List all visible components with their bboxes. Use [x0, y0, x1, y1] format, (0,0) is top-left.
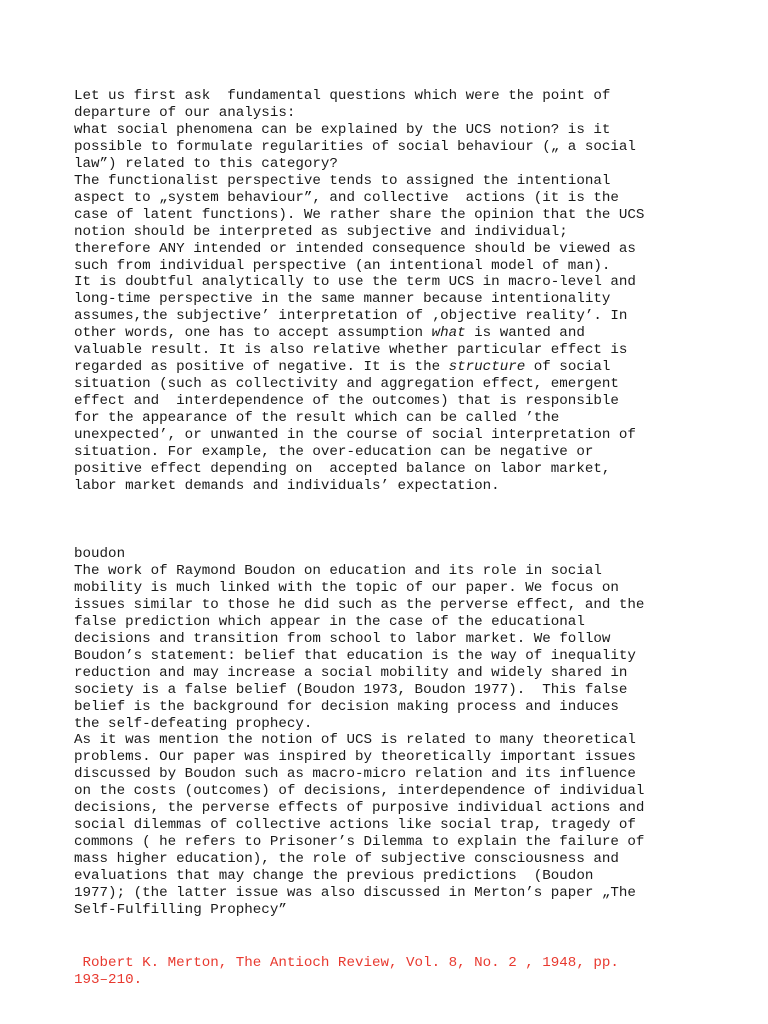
body-text: situation. For example, the over-education can be negative or — [74, 444, 594, 461]
question-line: possible to formulate regularities of social behaviour („ a social — [74, 138, 636, 155]
body-line — [74, 342, 734, 359]
paragraph-line: mass higher education), the role of subjective consciousness and — [74, 851, 619, 868]
body-text: such from individual perspective (an intentional model of man). — [74, 257, 611, 274]
paragraph-line: The work of Raymond Boudon on education and its role in social — [74, 562, 602, 579]
body-text: for the appearance of the result which can be called ’the — [74, 410, 560, 427]
paragraph-line: on the costs (outcomes) of decisions, interdependence of individual — [74, 783, 645, 800]
body-text: assumes,the subjective’ interpretation of ‚objective reality’. In — [74, 308, 628, 325]
body-line — [74, 376, 734, 393]
body-text: notion should be interpreted as subjective and individual; — [74, 223, 568, 240]
body-line — [74, 308, 734, 325]
question-line: what social phenomena can be explained by the UCS notion? is it — [74, 121, 611, 138]
section-boudon — [74, 546, 734, 919]
paragraph-line: As it was mention the notion of UCS is related to many theoretical — [74, 732, 636, 749]
body-text: aspect to „system behaviour”, and collective actions (it is the — [74, 189, 619, 206]
paragraph-line: discussed by Boudon such as macro-micro relation and its influence — [74, 766, 636, 783]
body-line — [74, 190, 734, 207]
paragraph-line: reduction and may increase a social mobility and widely shared in — [74, 664, 628, 681]
body-text: valuable result. It is also relative whether particular effect is — [74, 342, 628, 359]
footnote-line: 193–210. — [74, 971, 143, 988]
paragraph-line: decisions, the perverse effects of purposive individual actions and — [74, 800, 645, 817]
body-text: case of latent functions). We rather share the opinion that the UCS — [74, 206, 645, 223]
body-line — [74, 173, 734, 190]
paragraph-line: commons ( he refers to Prisoner’s Dilemma to explain the failure of — [74, 834, 645, 851]
question-line: law”) related to this category? — [74, 155, 338, 172]
body-text: long-time perspective in the same manner because intentionality — [74, 291, 611, 308]
body-text: of social — [525, 359, 611, 376]
body-line — [74, 359, 734, 376]
footnote-line: Robert K. Merton, The Antioch Review, Vol. 8, No. 2 , 1948, pp. — [74, 955, 619, 971]
body-text: effect and interdependence of the outcomes) that is responsible — [74, 393, 619, 410]
body-text: unexpected’, or unwanted in the course of social interpretation of — [74, 427, 636, 444]
body-text: is wanted and — [465, 325, 585, 342]
paragraph-line: mobility is much linked with the topic of our paper. We focus on — [74, 579, 619, 596]
body-line — [74, 207, 734, 224]
body-line — [74, 444, 734, 461]
body-text: therefore ANY intended or intended consequence should be viewed as — [74, 240, 636, 257]
body-line — [74, 241, 734, 258]
intro-line: Let us first ask fundamental questions which were the point of — [74, 88, 611, 104]
paragraph-line: the self-defeating prophecy. — [74, 715, 313, 732]
body-line — [74, 258, 734, 275]
paragraph-line: Boudon’s statement: belief that education is the way of inequality — [74, 647, 636, 664]
body-text: It is doubtful analytically to use the term UCS in macro-level and — [74, 274, 636, 291]
body-text: positive effect depending on accepted balance on labor market, — [74, 460, 611, 477]
body-line — [74, 274, 734, 291]
paragraph-line: decisions and transition from school to labor market. We follow — [74, 630, 611, 647]
body-text: other words, one has to accept assumption — [74, 325, 432, 342]
section-ucs-analysis — [74, 88, 734, 495]
paragraph-line: belief is the background for decision making process and induces — [74, 698, 619, 715]
intro-line: departure of our analysis: — [74, 104, 296, 121]
body-line — [74, 393, 734, 410]
body-line — [74, 410, 734, 427]
paragraph-line: issues similar to those he did such as the perverse effect, and the — [74, 596, 645, 613]
body-line — [74, 224, 734, 241]
body-line — [74, 478, 734, 495]
body-line — [74, 461, 734, 478]
body-text: labor market demands and individuals’ expectation. — [74, 477, 500, 494]
body-line — [74, 325, 734, 342]
body-line — [74, 291, 734, 308]
paragraph-line: 1977); (the latter issue was also discussed in Merton’s paper „The — [74, 885, 636, 902]
italic-emphasis: structure — [448, 359, 526, 376]
paragraph-line: problems. Our paper was inspired by theoretically important issues — [74, 749, 636, 766]
paragraph-line: social dilemmas of collective actions like social trap, tragedy of — [74, 817, 636, 834]
paragraph-line: false prediction which appear in the case of the educational — [74, 613, 585, 630]
footnote — [74, 955, 734, 989]
body-text: situation (such as collectivity and aggregation effect, emergent — [74, 376, 619, 393]
paragraph-line: Self-Fulfilling Prophecy” — [74, 902, 287, 919]
body-text: regarded as positive of negative. It is the — [74, 359, 449, 376]
italic-emphasis: what — [431, 325, 466, 342]
paragraph-line: evaluations that may change the previous predictions (Boudon — [74, 868, 594, 885]
body-line — [74, 427, 734, 444]
section-heading: boudon — [74, 546, 126, 562]
paragraph-line: society is a false belief (Boudon 1973, Boudon 1977). This false — [74, 681, 628, 698]
body-text: The functionalist perspective tends to assigned the intentional — [74, 172, 611, 189]
